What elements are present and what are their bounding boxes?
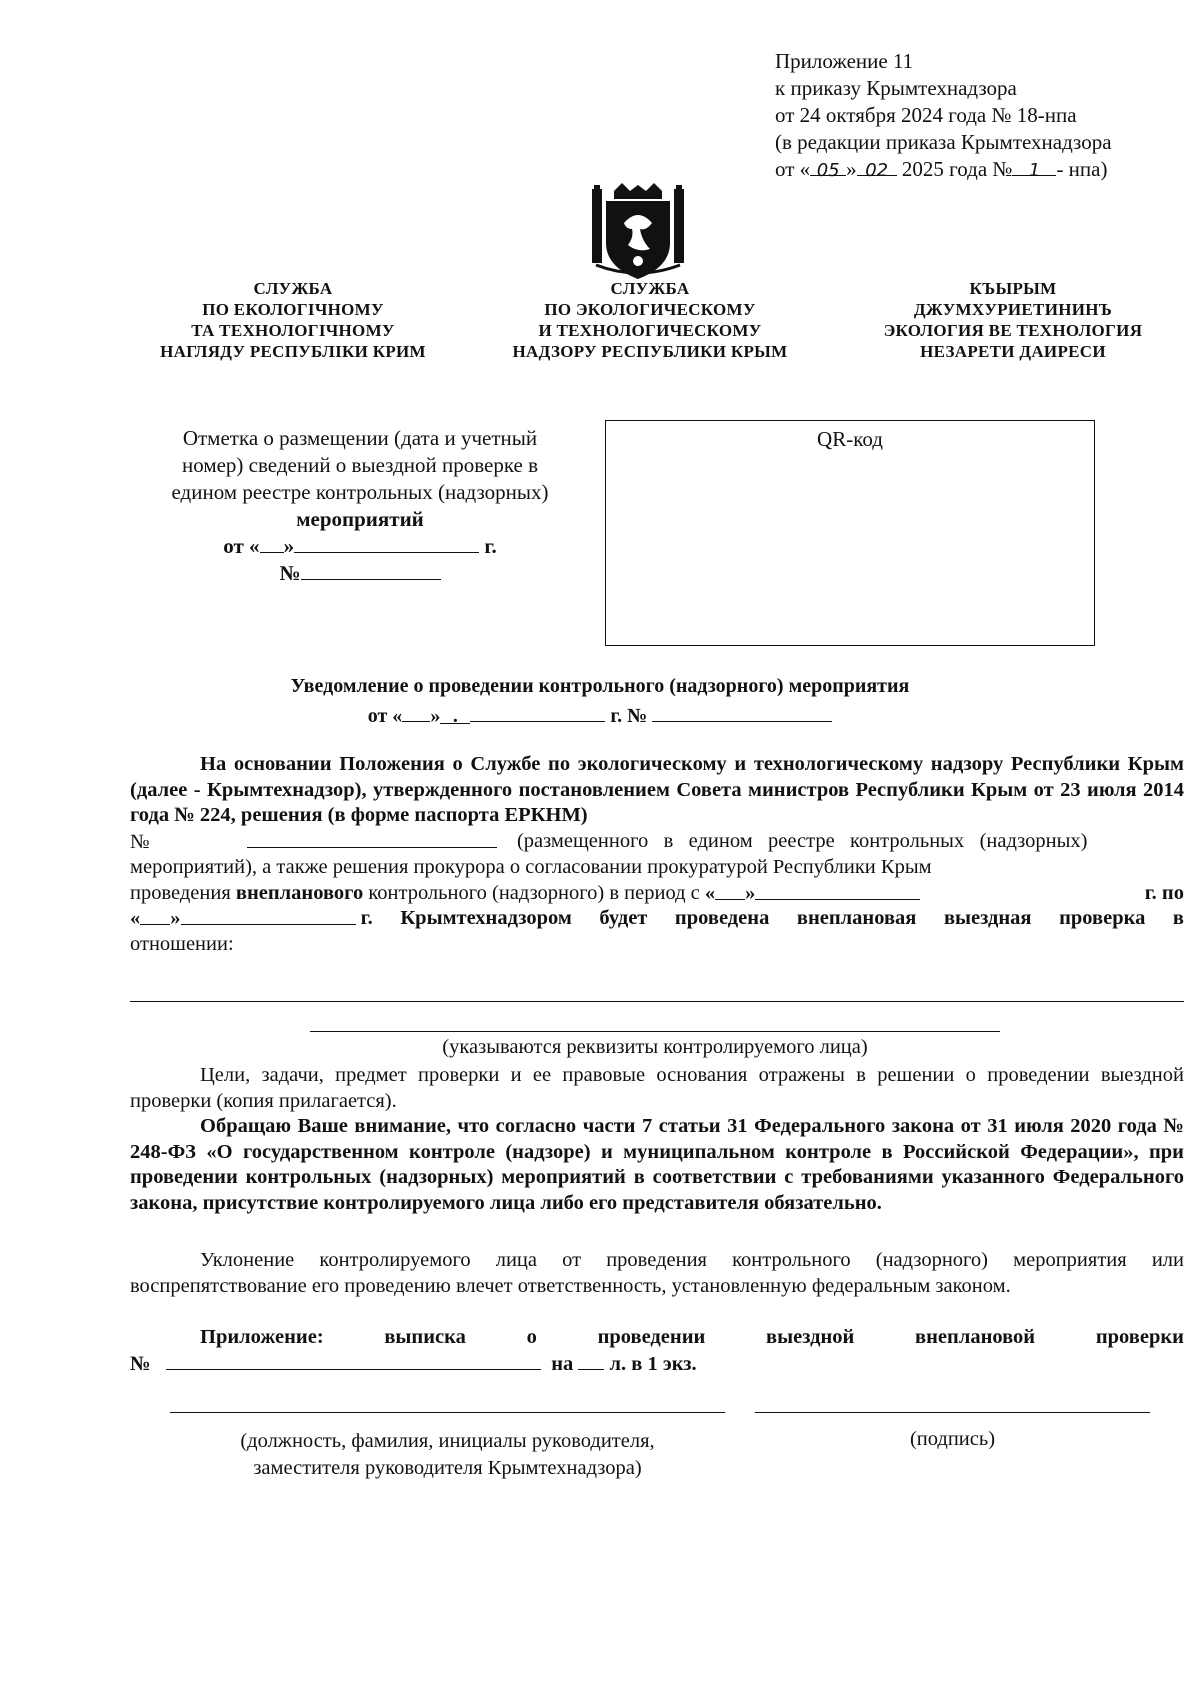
attachment-number-line: № на л. в 1 экз. — [130, 1353, 697, 1375]
blank-field — [260, 534, 284, 553]
header-ukrainian: СЛУЖБА ПО ЕКОЛОГІЧНОМУ ТА ТЕХНОЛОГІЧНОМУ НАГЛЯДУ РЕСПУБЛІКИ КРИМ — [160, 279, 426, 361]
placement-number-line: № — [130, 560, 590, 587]
blank-field — [301, 561, 441, 580]
signature-position-caption: (должность, фамилия, инициалы руководителя, заместителя руководителя Крымтехнадзора) — [240, 1430, 655, 1479]
appendix-edition-line: от « 05 » 02 2025 года № 1 - нпа) — [775, 157, 1108, 181]
blank-field — [247, 829, 497, 848]
paragraph-basis-continued: мероприятий), а также решения прокурора о согласовании прокуратурой Республики Крым проведения внепланового контрольного (надзорного) в период с « » г. по « » г. Крымтехнадзором будет проведена внеплановая выездная проверка в отношении: — [130, 856, 1184, 955]
blank-field — [140, 906, 170, 925]
blank-field — [755, 881, 920, 900]
signature-position-line — [170, 1412, 725, 1413]
coat-of-arms-icon — [592, 183, 684, 283]
blank-field — [652, 703, 832, 722]
blank-field — [181, 906, 356, 925]
handwritten-number: 1 — [1012, 157, 1056, 176]
appendix-line: от 24 октября 2024 года № 18-нпа — [775, 103, 1077, 127]
placement-date-line: от « » г. — [223, 534, 497, 558]
attachment-line: Приложение: выписка о проведении выездной внеплановой проверки — [200, 1326, 1184, 1348]
appendix-line: (в редакции приказа Крымтехнадзора — [775, 130, 1112, 154]
handwritten-day: 05 — [810, 157, 846, 176]
blank-field — [715, 881, 745, 900]
blank-field — [402, 703, 430, 722]
blank-field — [578, 1351, 604, 1370]
divider-line — [310, 1031, 1000, 1032]
appendix-line: к приказу Крымтехнадзора — [775, 76, 1017, 100]
paragraph-basis: На основании Положения о Службе по экологическому и технологическому надзору Республики Крым (далее - Крымтехнадзор), утвержденного постановлением Совета министров Республики Крым от 23 июля 2014 года № 224, решения (в форме паспорта ЕРКНМ) — [130, 753, 1184, 826]
paragraph-evasion: Уклонение контролируемого лица от проведения контрольного (надзорного) мероприятия или воспрепятствование его проведению влечет ответственность, установленную федеральным законом. — [130, 1249, 1184, 1297]
document-title: Уведомление о проведении контрольного (надзорного) мероприятия — [290, 675, 910, 697]
blank-field: . — [440, 705, 470, 724]
blank-field — [470, 703, 605, 722]
header-crimean-tatar: КЪЫРЫМ ДЖУМХУРИЕТИНИНЪ ЭКОЛОГИЯ ВЕ ТЕХНОЛОГИЯ НЕЗАРЕТИ ДАИРЕСИ — [883, 279, 1143, 361]
appendix-line: Приложение 11 — [775, 49, 914, 73]
header-russian: СЛУЖБА ПО ЭКОЛОГИЧЕСКОМУ И ТЕХНОЛОГИЧЕСКОМУ НАДЗОРУ РЕСПУБЛИКИ КРЫМ — [512, 279, 788, 361]
paragraph-attention: Обращаю Ваше внимание, что согласно части 7 статьи 31 Федерального закона от 31 июля 2020 года № 248-ФЗ «О государственном контроле (надзоре) и муниципальном контроле в Российской Федерации», при проведении контрольных (надзорных) мероприятий в соответствии с требованиями указанного Федерального закона, присутствие контролируемого лица либо его представителя обязательно. — [130, 1115, 1184, 1214]
paragraph-basis-number-line: № (размещенного в едином реестре контрольных (надзорных) — [130, 830, 1088, 853]
paragraph-goals: Цели, задачи, предмет проверки и ее правовые основания отражены в решении о проведении выездной проверки (копия прилагается). — [130, 1064, 1184, 1112]
blank-field — [166, 1351, 541, 1370]
divider-line — [130, 1001, 1184, 1002]
qr-label: QR-код — [817, 427, 883, 451]
signature-line — [755, 1412, 1150, 1413]
caption-controlled-entity: (указываются реквизиты контролируемого лица) — [442, 1036, 868, 1058]
appendix-block — [775, 48, 1185, 183]
signature-caption: (подпись) — [909, 1428, 996, 1450]
qr-code-box — [605, 420, 1095, 646]
handwritten-month: 02 — [857, 157, 897, 176]
registry-placement-mark: Отметка о размещении (дата и учетный номер) сведений о выездной проверке в едином реестре контрольных (надзорных) мероприятий от « » г. № — [130, 425, 590, 587]
blank-field — [294, 534, 479, 553]
document-date-line: от « » . г. № — [130, 703, 1070, 728]
